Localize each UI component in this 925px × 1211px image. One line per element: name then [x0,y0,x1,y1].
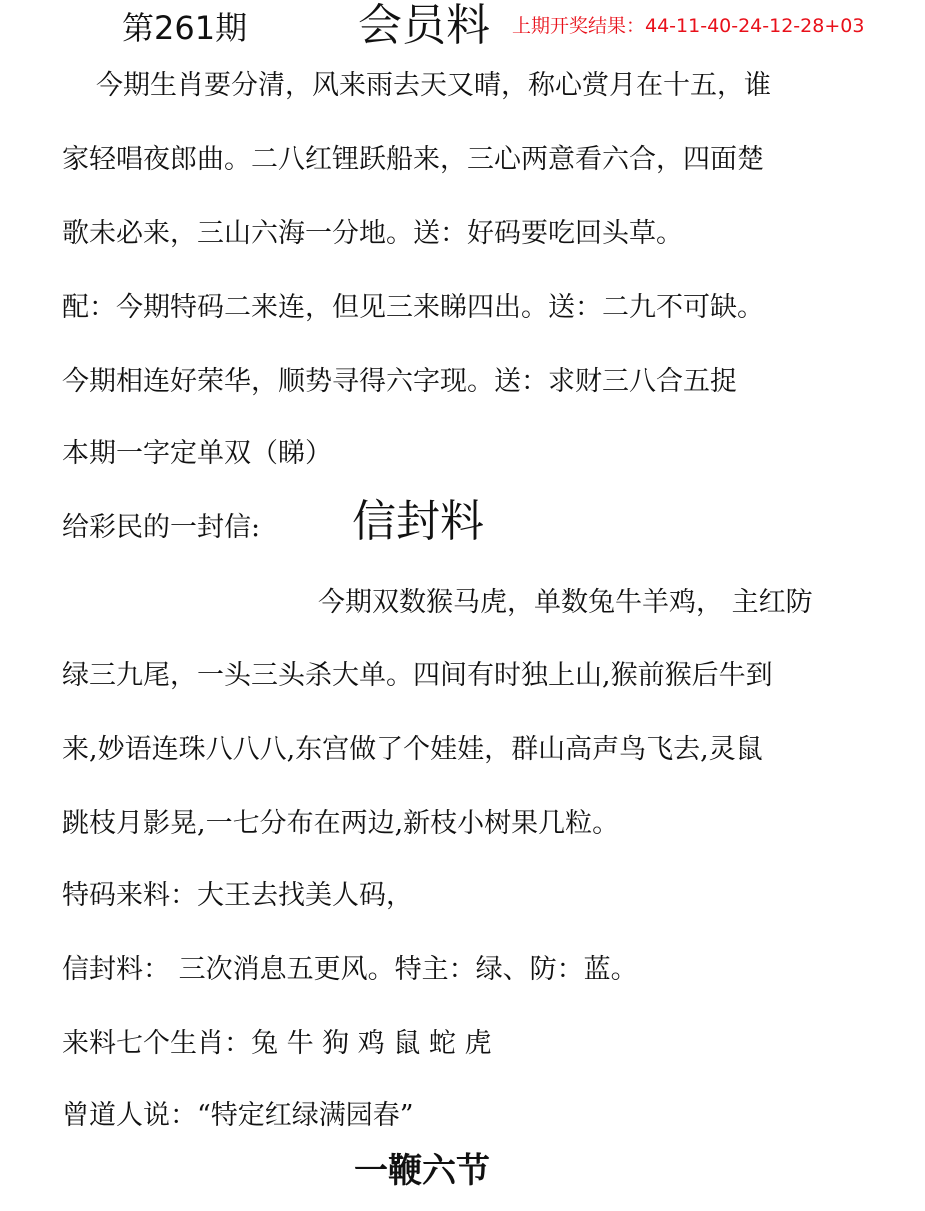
seven-zodiacs: 来料七个生肖：兔 牛 狗 鸡 鼠 蛇 虎 [62,1028,492,1059]
letter-label: 给彩民的一封信: [62,512,261,543]
verse-line-4: 配：今期特码二来连，但见三来睇四出。送：二九不可缺。 [62,292,764,323]
letter-line-2: 绿三九尾，一头三头杀大单。四间有时独上山,猴前猴后牛到 [62,660,773,691]
taoist-quote: 曾道人说：“特定红绿满园春” [62,1100,414,1131]
verse-line-6: 本期一字定单双（睇） [62,438,332,469]
verse-line-2: 家轻唱夜郎曲。二八红锂跃船来，三心两意看六合，四面楚 [62,144,764,175]
letter-line-3: 来,妙语连珠八八八,东宫做了个娃娃，群山高声鸟飞去,灵鼠 [62,734,763,765]
verse-line-1: 今期生肖要分清，风来雨去天又晴，称心赏月在十五，谁 [96,70,771,101]
special-code-clue: 特码来料：大王去找美人码， [62,880,413,911]
header [0,0,925,60]
last-draw-result: 上期开奖结果：44-11-40-24-12-28+03 [512,15,865,37]
verse-line-3: 歌未必来，三山六海一分地。送：好码要吃回头草。 [62,218,683,249]
letter-line-4: 跳枝月影晃,一七分布在两边,新枝小树果几粒。 [62,808,620,839]
footer-title: 一鞭六节 [354,1151,490,1191]
envelope-clue: 信封料： 三次消息五更风。特主：绿、防：蓝。 [62,954,638,985]
verse-line-5: 今期相连好荣华，顺势寻得六字现。送：求财三八合五捉 [62,366,737,397]
issue-number: 第261期 [122,9,248,47]
letter-line-1: 今期双数猴马虎，单数兔牛羊鸡， 主红防 [318,587,813,618]
page-title: 会员料 [358,0,490,51]
letter-title: 信封料 [352,496,484,547]
